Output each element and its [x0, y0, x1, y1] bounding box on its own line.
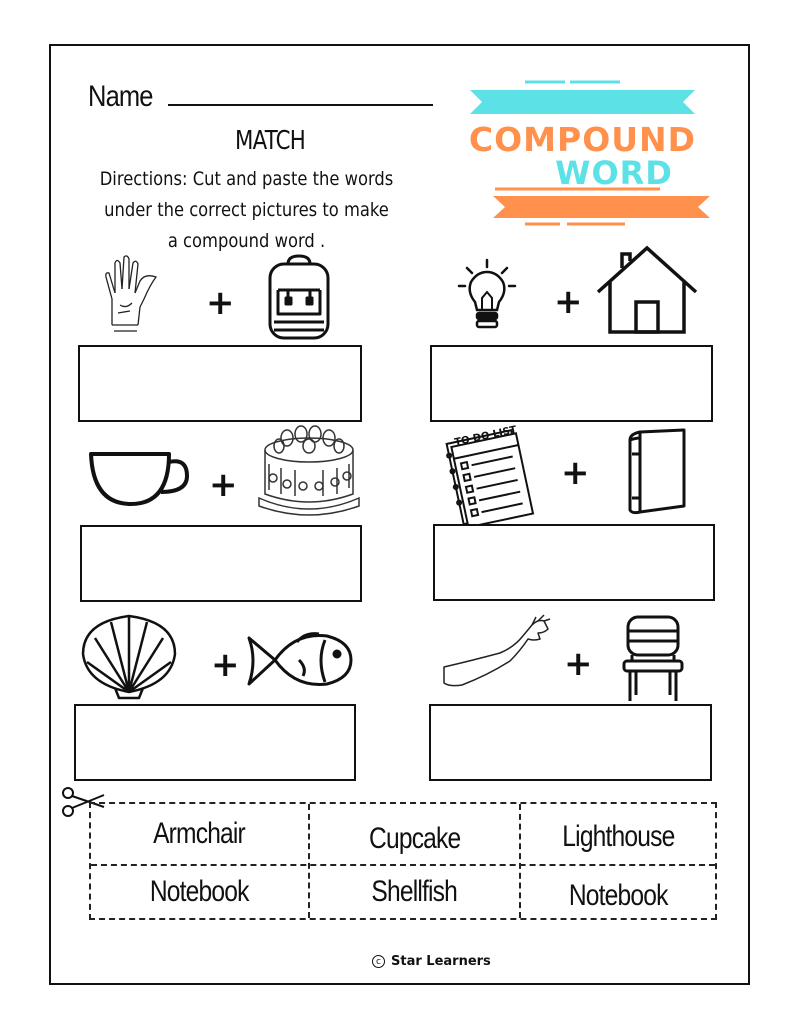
name-label: Name — [88, 80, 153, 113]
plus-sign: + — [209, 465, 238, 505]
plus-sign: + — [211, 645, 240, 685]
logo-line2: WORD — [555, 154, 673, 192]
word-label: Armchair — [153, 817, 246, 850]
logo-line1: COMPOUND — [468, 120, 697, 159]
copyright-icon: c — [372, 955, 385, 968]
footer — [372, 954, 491, 969]
brand-name: Star Learners — [391, 954, 491, 969]
word-card[interactable] — [91, 804, 308, 864]
page-title: MATCH — [235, 126, 305, 156]
name-line[interactable] — [168, 104, 433, 106]
word-card[interactable] — [310, 866, 519, 918]
compound-word-logo — [465, 78, 710, 223]
word-card[interactable] — [521, 868, 715, 924]
answer-box[interactable] — [80, 525, 362, 602]
lightbulb-icon — [455, 258, 519, 334]
backpack-icon — [264, 254, 334, 342]
book-icon — [626, 428, 690, 516]
todo-notepad-icon — [440, 424, 536, 522]
answer-box[interactable] — [74, 704, 356, 781]
answer-box[interactable] — [429, 704, 712, 781]
cup-icon — [89, 450, 191, 508]
plus-sign: + — [206, 283, 235, 323]
chair-icon — [620, 615, 686, 703]
hand-icon — [100, 255, 162, 335]
word-card[interactable] — [310, 804, 519, 874]
notepad-title: TO DO LIST — [453, 424, 518, 449]
plus-sign: + — [554, 282, 583, 322]
word-label: Cupcake — [368, 822, 461, 855]
word-card[interactable] — [91, 866, 308, 918]
word-label: Notebook — [150, 875, 249, 908]
plus-sign: + — [561, 453, 590, 493]
shell-icon — [79, 612, 179, 700]
plus-sign: + — [564, 644, 593, 684]
answer-box[interactable] — [433, 524, 715, 601]
arm-icon — [440, 615, 552, 689]
word-label: Shellfish — [371, 875, 458, 908]
word-label: Notebook — [568, 879, 668, 912]
directions-text: Directions: Cut and paste the words under the correct pictures to make a compound word . — [99, 168, 394, 252]
fish-icon — [245, 630, 355, 692]
cut-out-word-grid — [89, 802, 717, 920]
word-card[interactable] — [521, 804, 715, 870]
answer-box[interactable] — [430, 345, 713, 422]
word-label: Lighthouse — [561, 820, 675, 853]
cake-icon — [257, 424, 361, 520]
answer-box[interactable] — [78, 345, 362, 422]
house-icon — [596, 244, 698, 334]
